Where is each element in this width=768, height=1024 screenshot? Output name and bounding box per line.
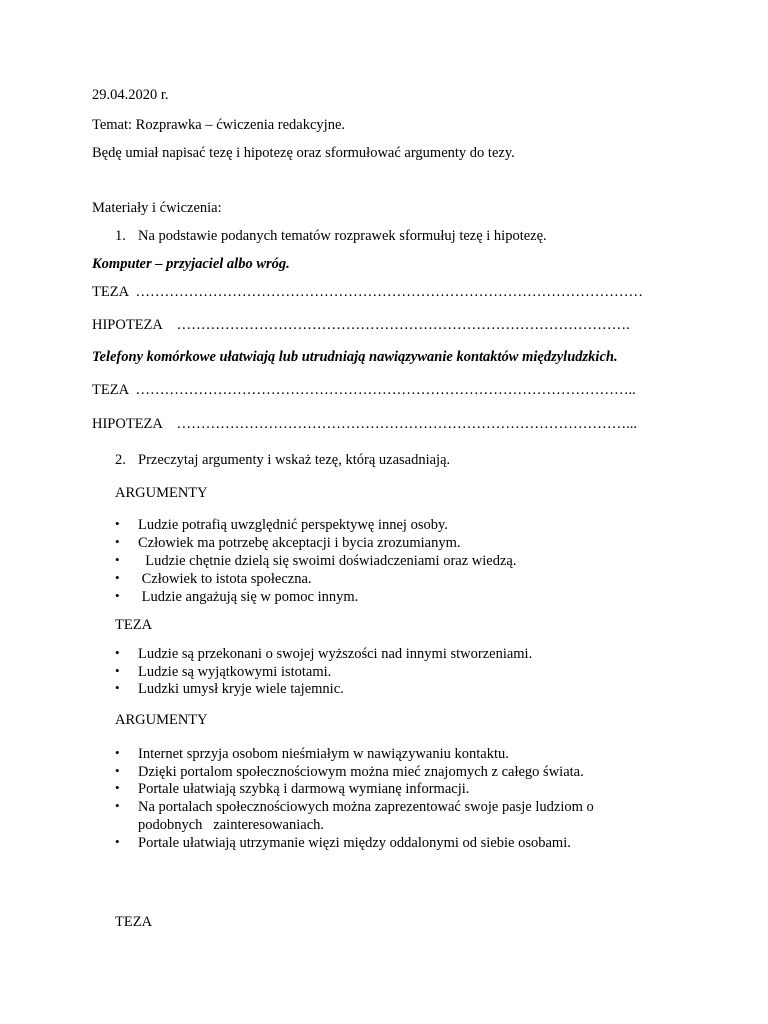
bullet-icon: • xyxy=(115,680,120,695)
argument-list-2 xyxy=(115,745,618,851)
lesson-topic: Temat: Rozprawka – ćwiczenia redakcyjne. xyxy=(92,117,346,133)
task2-number: 2. xyxy=(115,452,126,468)
lesson-goal: Będę umiał napisać tezę i hipotezę oraz sformułować argumenty do tezy. xyxy=(92,145,515,161)
task2-instruction: Przeczytaj argumenty i wskaż tezę, którą uzasadniają. xyxy=(138,452,451,468)
list-item: • Ludzki umysł kryje wiele tajemnic. xyxy=(115,680,344,697)
list-item: • Dzięki portalom społecznościowym można mieć znajomych z całego świata. xyxy=(115,762,584,780)
list-item: • Człowiek ma potrzebę akceptacji i bycia zrozumianym. xyxy=(115,534,461,551)
essay-topic-a: Komputer – przyjaciel albo wróg. xyxy=(92,256,290,272)
argument-list-1 xyxy=(115,516,516,606)
bullet-icon: • xyxy=(115,570,120,585)
bullet-icon: • xyxy=(115,534,120,549)
list-item: • Ludzie chętnie dzielą się swoimi doświadczeniami oraz wiedzą. xyxy=(115,552,517,569)
bullet-icon: • xyxy=(115,516,120,531)
list-item: • Na portalach społecznościowych można zaprezentować swoje pasje ludziom o podobnych zainteresowaniach. xyxy=(115,797,598,833)
list-item: • Portale ułatwiają utrzymanie więzi między oddalonymi od siebie osobami. xyxy=(115,833,571,851)
bullet-icon: • xyxy=(115,833,120,849)
hipoteza-a-line: HIPOTEZA …………………………………………………………………………………. xyxy=(92,317,630,333)
bullet-icon: • xyxy=(115,662,120,678)
list-item: • Ludzie potrafią uwzględnić perspektywę innej osoby. xyxy=(115,516,448,533)
list-item: • Człowiek to istota społeczna. xyxy=(115,570,312,587)
bullet-icon: • xyxy=(115,645,120,660)
list-item: • Portale ułatwiają szybką i darmową wymianę informacji. xyxy=(115,780,470,797)
task1-number: 1. xyxy=(115,228,126,244)
materials-heading: Materiały i ćwiczenia: xyxy=(92,200,222,216)
date: 29.04.2020 r. xyxy=(92,87,169,103)
list-item: • Ludzie są wyjątkowymi istotami. xyxy=(115,662,332,680)
list-item: • Internet sprzyja osobom nieśmiałym w nawiązywaniu kontaktu. xyxy=(115,745,509,762)
task1-instruction: Na podstawie podanych tematów rozprawek sformułuj tezę i hipotezę. xyxy=(138,228,547,244)
hipoteza-b-line: HIPOTEZA …………………………………………………………………………………... xyxy=(92,416,637,432)
teza-b-line: TEZA ………………………………………………………………………………………….. xyxy=(92,382,636,398)
essay-topic-b: Telefony komórkowe ułatwiają lub utrudniają nawiązywanie kontaktów międzyludzkich. xyxy=(92,349,618,365)
bullet-icon: • xyxy=(115,588,120,603)
bullet-icon: • xyxy=(115,797,120,813)
bullet-icon: • xyxy=(115,745,120,760)
argumenty-heading-2: ARGUMENTY xyxy=(115,712,208,728)
teza-a-line: TEZA …………………………………………………………………………………………… xyxy=(92,284,643,300)
bullet-icon: • xyxy=(115,552,120,567)
argumenty-heading-1: ARGUMENTY xyxy=(115,485,208,501)
bullet-icon: • xyxy=(115,780,120,795)
teza-heading-1: TEZA xyxy=(115,617,153,633)
teza-heading-2: TEZA xyxy=(115,914,153,930)
list-item: • Ludzie są przekonani o swojej wyższości nad innymi stworzeniami. xyxy=(115,645,533,662)
teza-options-list xyxy=(115,645,532,698)
list-item: • Ludzie angażują się w pomoc innym. xyxy=(115,588,359,605)
bullet-icon: • xyxy=(115,762,120,778)
